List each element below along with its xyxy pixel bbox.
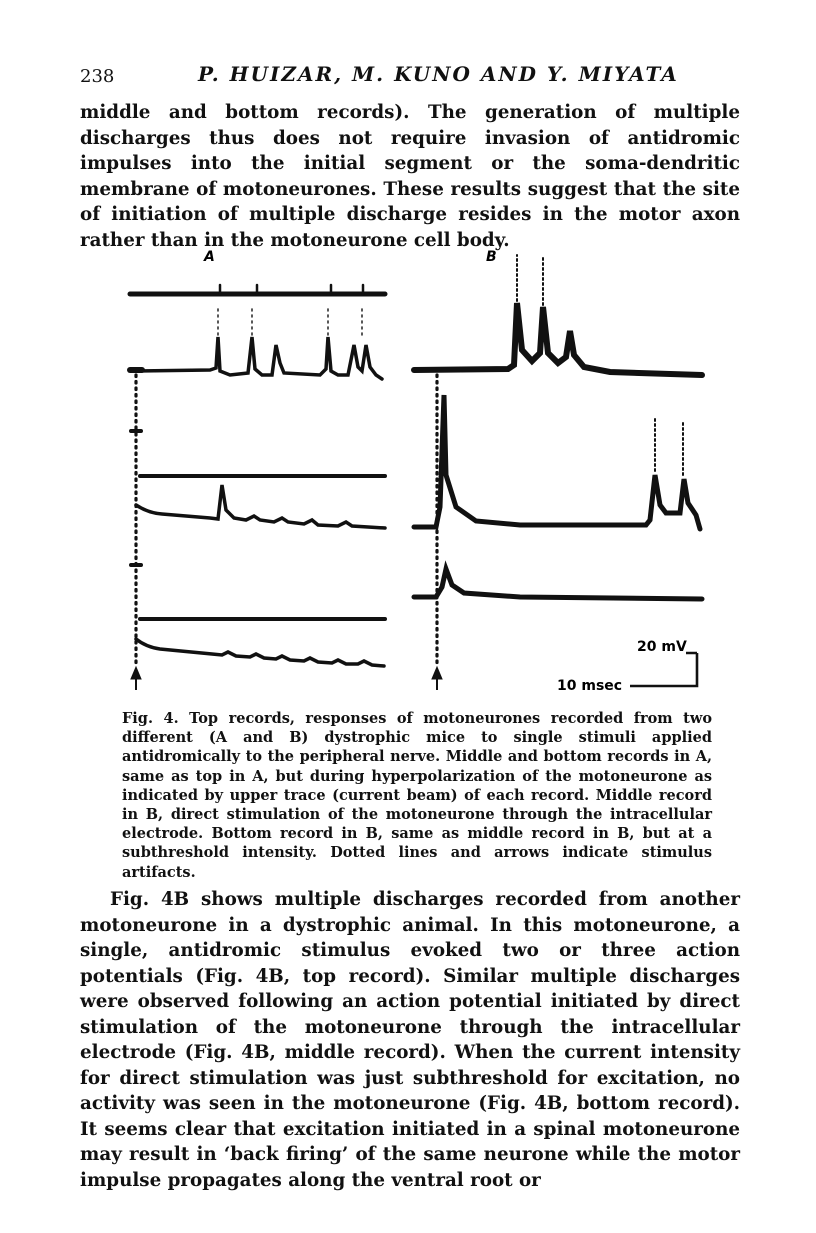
running-header: [80, 62, 740, 96]
panel-a-top-spike-dotted-lines: [218, 307, 362, 335]
scale-voltage-label: 20 mV: [637, 639, 687, 655]
panel-b-label: B: [486, 249, 497, 265]
figure-4-recordings: [100, 235, 720, 700]
panel-a-label: A: [204, 249, 215, 265]
panel-b-middle-spike-dotted-lines: [655, 419, 683, 475]
panel-b-bottom-voltage-trace: [414, 569, 702, 599]
panel-b-traces: [414, 255, 702, 665]
panel-a-traces: [130, 285, 385, 666]
bottom-paragraph-block: [80, 887, 740, 1193]
panel-a-bottom-voltage-trace: [136, 639, 384, 666]
panel-b-stimulus-arrow: [432, 667, 442, 690]
top-paragraph-block: [80, 100, 740, 253]
scale-time-label: 10 msec: [557, 678, 623, 694]
figure-4-caption-block: [122, 709, 712, 882]
panel-b-top-voltage-trace: [414, 303, 702, 375]
scale-bar-lines: [630, 653, 697, 686]
figure-4: [100, 235, 720, 700]
figure-4-caption: Fig. 4. Top records, responses of motoneurones recorded from two different (A and B) dystrophic mice to single stimuli applied antidromically to the peripheral nerve. Middle and bottom records in A, same as top in A, but during hyperpolarization of the motoneurone as indicated by upper trace (current beam) of each record. Middle record in B, direct stimulation of the motoneurone through the intracellular electrode. Bottom record in B, same as middle record in B, but at a subthreshold intensity. Dotted lines and arrows indicate stimulus artifacts.: [122, 710, 712, 881]
panel-b-middle-voltage-trace: [414, 395, 700, 529]
top-paragraph: middle and bottom records). The generation of multiple discharges thus does not require invasion of antidromic impulses into the initial segment or the soma-dendritic membrane of motoneurones. These results suggest that the site of initiation of multiple discharge resides in the motor axon rather than in the motoneurone cell body.: [80, 102, 740, 251]
panel-a-top-voltage-trace: [136, 337, 382, 379]
panel-a-stimulus-arrow: [131, 667, 141, 690]
running-header-authors: P. HUIZAR, M. KUNO AND Y. MIYATA: [198, 62, 679, 86]
bottom-paragraph: Fig. 4B shows multiple discharges recorded from another motoneurone in a dystrophic animal. In this motoneurone, a single, antidromic stimulus evoked two or three action potentials (Fig. 4B, top record). Similar multiple discharges were observed following an action potential initiated by direct stimulation of the motoneurone through the intracellular electrode (Fig. 4B, middle record). When the current intensity for direct stimulation was just subthreshold for excitation, no activity was seen in the motoneurone (Fig. 4B, bottom record). It seems clear that excitation initiated in a spinal motoneurone may result in ‘back firing’ of the same neurone while the motor impulse propagates along the ventral root or: [80, 889, 740, 1191]
panel-b-top-spike-dotted-lines: [517, 255, 543, 305]
page-number: 238: [80, 66, 115, 87]
panel-a-middle-voltage-trace: [136, 485, 385, 528]
scale-bar: [557, 639, 697, 694]
